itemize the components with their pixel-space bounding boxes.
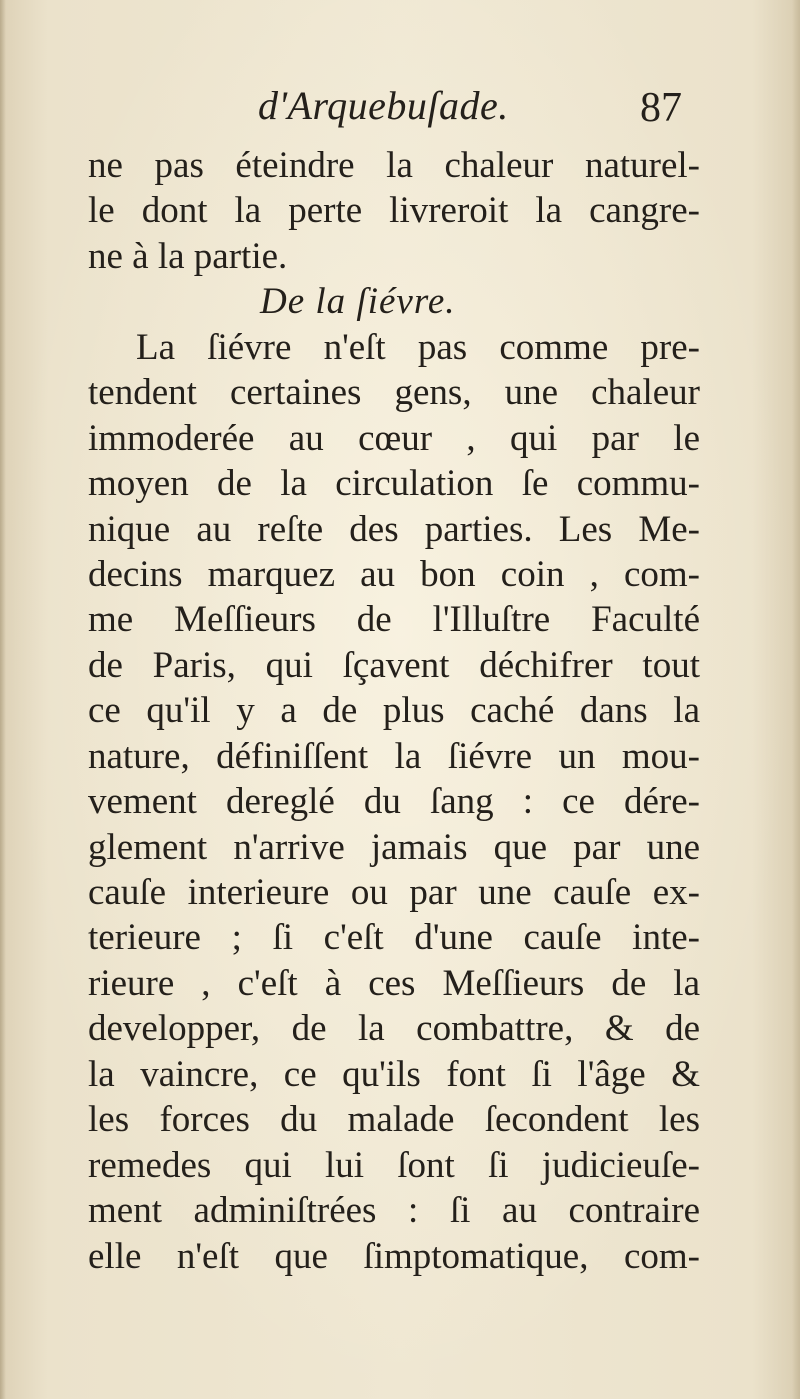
running-head: d'Arquebuſade. [258, 83, 509, 128]
text-line: La ſiévre n'eſt pas comme pre- [136, 326, 700, 368]
text-line: tendent certaines gens, une chaleur [88, 372, 700, 414]
page-header [0, 82, 800, 142]
text-line: ne pas éteindre la chaleur naturel- [88, 145, 700, 186]
text-line: de Paris, qui ſçavent déchifrer tout [88, 644, 700, 686]
text-line: vement dereglé du ſang : ce dére- [88, 781, 700, 823]
text-line: moyen de la circulation ſe commu- [88, 463, 700, 505]
body-text [88, 143, 700, 1279]
text-line: le dont la perte livreroit la cangre- [88, 190, 700, 232]
text-line: terieure ; ſi c'eſt d'une cauſe inte- [88, 917, 700, 959]
page-number: 87 [640, 85, 682, 131]
text-line: elle n'eſt que ſimptomatique, com- [88, 1235, 700, 1277]
text-line: remedes qui lui ſont ſi judicieuſe- [88, 1144, 700, 1186]
text-line: glement n'arrive jamais que par une [88, 826, 700, 868]
text-line: developper, de la combattre, & de [88, 1008, 700, 1050]
text-line: nique au reſte des parties. Les Me- [88, 508, 700, 550]
text-line: ne à la partie. [88, 235, 288, 277]
text-line: les forces du malade ſecondent les [88, 1099, 700, 1141]
text-line: rieure , c'eſt à ces Meſſieurs de la [88, 962, 700, 1004]
text-line: decins marquez au bon coin , com- [88, 553, 700, 595]
text-line: me Meſſieurs de l'Illuſtre Faculté [88, 599, 700, 641]
text-line: ce qu'il y a de plus caché dans la [88, 690, 700, 732]
text-line: ment adminiſtrées : ſi au contraire [88, 1190, 700, 1232]
text-line: nature, définiſſent la ſiévre un mou- [88, 735, 700, 777]
text-line: la vaincre, ce qu'ils font ſi l'âge & [88, 1053, 700, 1095]
text-line: cauſe interieure ou par une cauſe ex- [88, 872, 700, 913]
section-heading: De la ſiévre. [260, 281, 456, 323]
text-line: immoderée au cœur , qui par le [88, 417, 700, 459]
